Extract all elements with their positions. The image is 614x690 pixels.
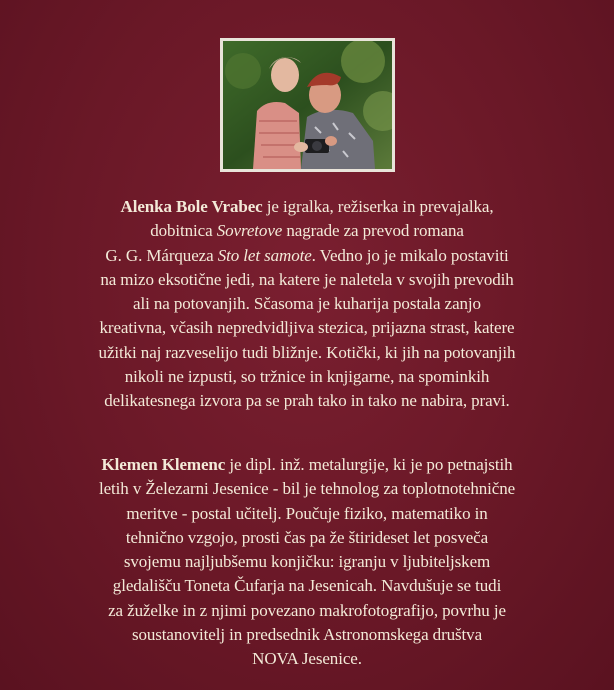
bio-line: meritve - postal učitelj. Poučuje fiziko, matematiko in <box>126 503 488 523</box>
portrait-photo-two-people-icon <box>223 41 392 169</box>
bio-line: Klemen Klemenc je dipl. inž. metalurgije, ki je po petnajstih <box>101 455 513 474</box>
bio-line: delikatesnega izvora pa se prah tako in tako ne nabira, pravi. <box>104 391 510 411</box>
bio-klemen-klemenc <box>30 453 584 672</box>
bio-line: gledališču Toneta Čufarja na Jesenicah. Navdušuje se tudi <box>112 576 502 596</box>
bio-line: na mizo eksotične jedi, na katere je naletela v svojih prevodih <box>100 269 514 289</box>
book-title: Sto let samote <box>217 245 312 265</box>
bio-line: za žuželke in z njimi povezano makrofotografijo, povrhu je <box>108 600 506 620</box>
bio-line: svojemu najljubšemu konjičku: igranju v ljubiteljskem <box>123 552 491 572</box>
bio-alenka-bole-vrabec <box>30 195 584 414</box>
bio-line: letih v Železarni Jesenice - bil je tehnolog za toplotnotehnične <box>98 479 516 499</box>
bio-line: nikoli ne izpusti, so tržnice in knjigarne, na spominkih <box>124 367 490 387</box>
bio-line: ali na potovanjih. Sčasoma je kuharija postala zanjo <box>133 294 481 314</box>
author-name: Klemen Klemenc <box>101 455 226 474</box>
bio-line: soustanovitelj in predsednik Astronomskega društva <box>131 625 483 645</box>
bio-line: G. G. Márqueza Sto let samote. Vedno jo je mikalo postaviti <box>105 245 509 265</box>
bio-line: kreativna, včasih nepredvidljiva stezica, prijazna strast, katere <box>99 318 515 338</box>
bio-line: užitki naj razveselijo tudi bližnje. Kotički, ki jih na potovanjih <box>98 342 516 362</box>
author-photo <box>220 38 395 172</box>
bio-line: tehnično vzgojo, prosti čas pa že štirideset let posveča <box>125 527 489 547</box>
bio-line: NOVA Jesenice. <box>252 649 362 669</box>
author-name: Alenka Bole Vrabec <box>120 197 263 216</box>
bio-line: dobitnica Sovretove nagrade za prevod romana <box>150 221 464 241</box>
bio-line: Alenka Bole Vrabec je igralka, režiserka in prevajalka, <box>120 197 494 216</box>
award-name: Sovretove <box>216 221 283 241</box>
